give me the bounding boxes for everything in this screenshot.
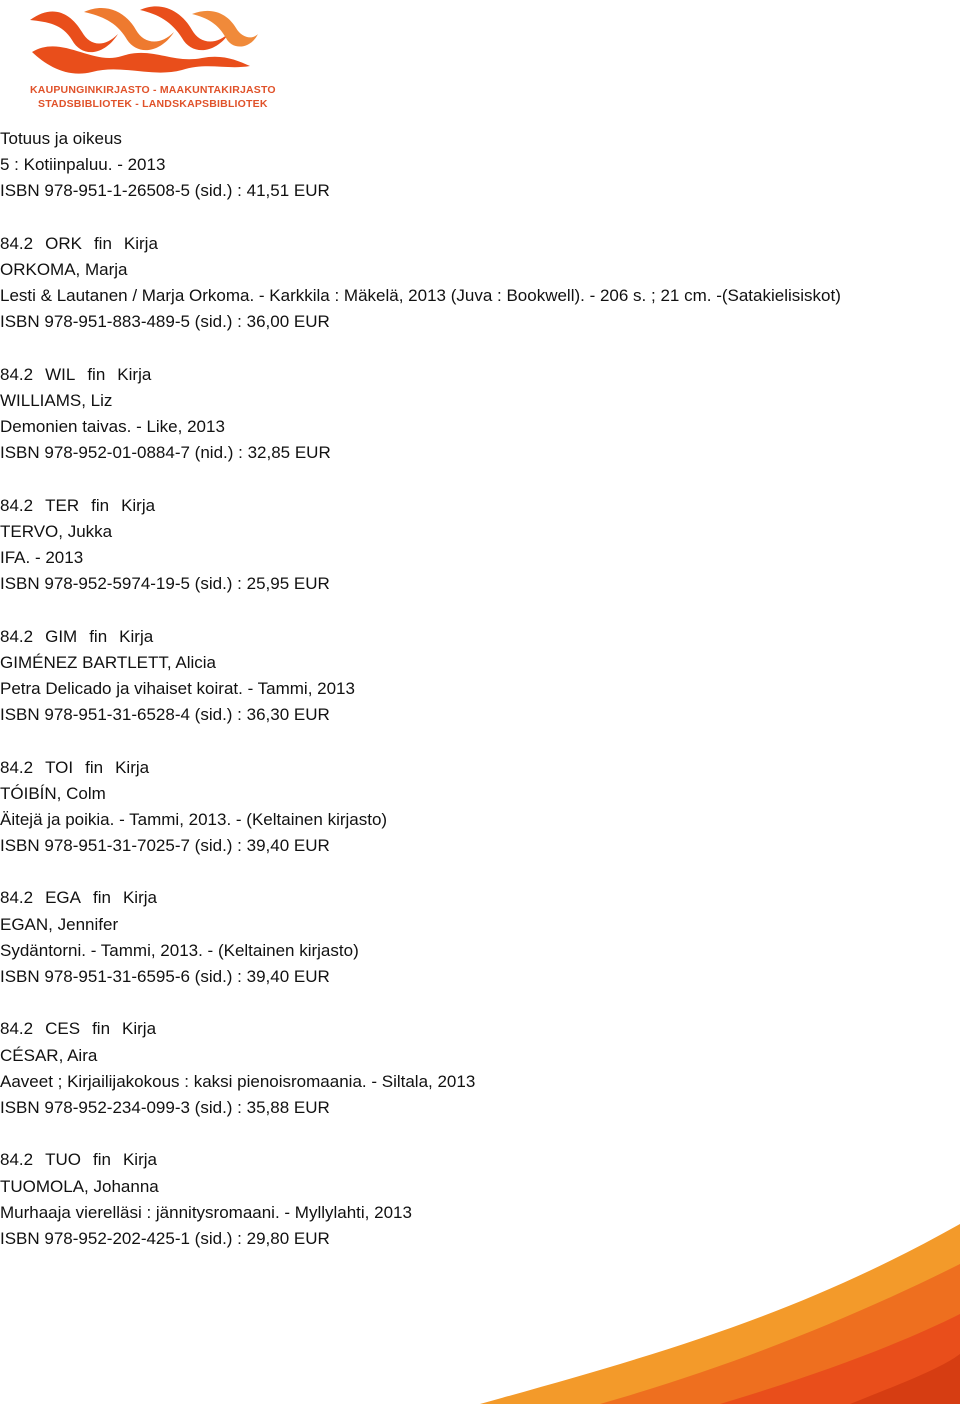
entry-title: Aaveet ; Kirjailijakokous : kaksi pienoisromaania. - Siltala, 2013 bbox=[0, 1071, 476, 1091]
entry-header bbox=[0, 1147, 900, 1173]
entry-code: ORK bbox=[45, 233, 82, 253]
catalog-entry bbox=[0, 231, 900, 336]
entry-author: GIMÉNEZ BARTLETT, Alicia bbox=[0, 652, 217, 672]
entry-author: EGAN, Jennifer bbox=[0, 914, 119, 934]
wave-logo-icon bbox=[22, 4, 262, 84]
entry-author: WILLIAMS, Liz bbox=[0, 390, 113, 410]
entry-isbn: ISBN 978-951-31-6595-6 (sid.) : 39,40 EUR bbox=[0, 967, 330, 986]
entry-isbn: ISBN 978-952-202-425-1 (sid.) : 29,80 EUR bbox=[0, 1228, 330, 1248]
entry-title: Äitejä ja poikia. - Tammi, 2013. - (Keltainen kirjasto) bbox=[0, 809, 388, 829]
catalog-entry bbox=[0, 362, 900, 467]
entry-header bbox=[0, 493, 900, 519]
entry-code: TER bbox=[45, 495, 80, 515]
entry-header bbox=[0, 362, 900, 388]
entry-isbn: ISBN 978-952-5974-19-5 (sid.) : 25,95 EUR bbox=[0, 574, 330, 594]
entry-code: CES bbox=[45, 1019, 81, 1039]
entry-type: Kirja bbox=[122, 1019, 157, 1039]
entry-code: GIM bbox=[45, 626, 78, 646]
entry-header bbox=[0, 755, 900, 781]
entry-class: 84.2 bbox=[0, 757, 34, 777]
entry-lang: fin bbox=[93, 233, 112, 253]
entry-line: ISBN 978-951-1-26508-5 (sid.) : 41,51 EUR bbox=[0, 181, 330, 201]
entry-title: Demonien taivas. - Like, 2013 bbox=[0, 417, 225, 437]
entry-isbn: ISBN 978-952-234-099-3 (sid.) : 35,88 EUR bbox=[0, 1097, 330, 1117]
entry-header bbox=[0, 885, 900, 911]
entry-class: 84.2 bbox=[0, 888, 34, 908]
entry-line: 5 : Kotiinpaluu. - 2013 bbox=[0, 155, 166, 175]
entry-lang: fin bbox=[89, 626, 108, 646]
entry-type: Kirja bbox=[122, 1150, 157, 1170]
entry-class: 84.2 bbox=[0, 1019, 34, 1039]
entry-code: TUO bbox=[45, 1150, 81, 1170]
entry-class: 84.2 bbox=[0, 1150, 34, 1170]
entry-author: TUOMOLA, Johanna bbox=[0, 1176, 159, 1196]
catalog-entry-first bbox=[0, 126, 900, 205]
entry-title: Petra Delicado ja vihaiset koirat. - Tammi, 2013 bbox=[0, 678, 355, 698]
entry-type: Kirja bbox=[117, 364, 152, 384]
entry-type: Kirja bbox=[119, 626, 154, 646]
entry-class: 84.2 bbox=[0, 364, 34, 384]
entry-author: CÉSAR, Aira bbox=[0, 1045, 98, 1065]
entry-code: TOI bbox=[45, 757, 74, 777]
entry-isbn: ISBN 978-951-31-6528-4 (sid.) : 36,30 EUR bbox=[0, 705, 330, 725]
entry-lang: fin bbox=[87, 364, 106, 384]
logo-text-line2: STADSBIBLIOTEK - LANDSKAPSBIBLIOTEK bbox=[38, 98, 268, 110]
entry-type: Kirja bbox=[121, 495, 156, 515]
entry-title: Murhaaja vierelläsi : jännitysromaani. - Myllylahti, 2013 bbox=[0, 1202, 412, 1222]
entry-header bbox=[0, 231, 900, 257]
entry-lang: fin bbox=[92, 1019, 111, 1039]
entry-isbn: ISBN 978-951-31-7025-7 (sid.) : 39,40 EUR bbox=[0, 836, 330, 856]
entry-author: TERVO, Jukka bbox=[0, 521, 113, 541]
logo-text-line1: KAUPUNGINKIRJASTO - MAAKUNTAKIRJASTO bbox=[30, 84, 276, 96]
entry-type: Kirja bbox=[123, 233, 158, 253]
entry-code: WIL bbox=[45, 364, 76, 384]
entry-lang: fin bbox=[85, 757, 104, 777]
entry-class: 84.2 bbox=[0, 495, 34, 515]
entry-line: Totuus ja oikeus bbox=[0, 129, 122, 148]
catalog-entry bbox=[0, 493, 900, 598]
entry-lang: fin bbox=[92, 1150, 111, 1170]
entry-class: 84.2 bbox=[0, 626, 34, 646]
entry-isbn: ISBN 978-951-883-489-5 (sid.) : 36,00 EUR bbox=[0, 312, 330, 332]
entry-header bbox=[0, 1016, 900, 1042]
catalog-entry bbox=[0, 1016, 900, 1121]
entry-author: ORKOMA, Marja bbox=[0, 259, 128, 279]
entry-title: Sydäntorni. - Tammi, 2013. - (Keltainen kirjasto) bbox=[0, 940, 359, 960]
entry-lang: fin bbox=[91, 495, 110, 515]
entry-isbn: ISBN 978-952-01-0884-7 (nid.) : 32,85 EUR bbox=[0, 443, 331, 463]
entry-title: Lesti & Lautanen / Marja Orkoma. - Karkkila : Mäkelä, 2013 (Juva : Bookwell). - 206 s. ; 21 cm. -(Satakielisiskot) bbox=[0, 286, 841, 306]
decorative-swoosh-icon bbox=[440, 1204, 960, 1404]
entry-lang: fin bbox=[93, 888, 111, 908]
catalog-entry bbox=[0, 624, 900, 729]
document-body bbox=[0, 126, 900, 1278]
entry-header bbox=[0, 624, 900, 650]
entry-type: Kirja bbox=[115, 757, 150, 777]
entry-class: 84.2 bbox=[0, 233, 34, 253]
entry-code: EGA bbox=[45, 888, 81, 908]
entry-type: Kirja bbox=[122, 888, 157, 908]
catalog-entry bbox=[0, 885, 900, 990]
library-logo bbox=[22, 4, 276, 112]
entry-title: IFA. - 2013 bbox=[0, 548, 84, 567]
catalog-entry bbox=[0, 755, 900, 860]
entry-author: TÓIBÍN, Colm bbox=[0, 783, 106, 803]
